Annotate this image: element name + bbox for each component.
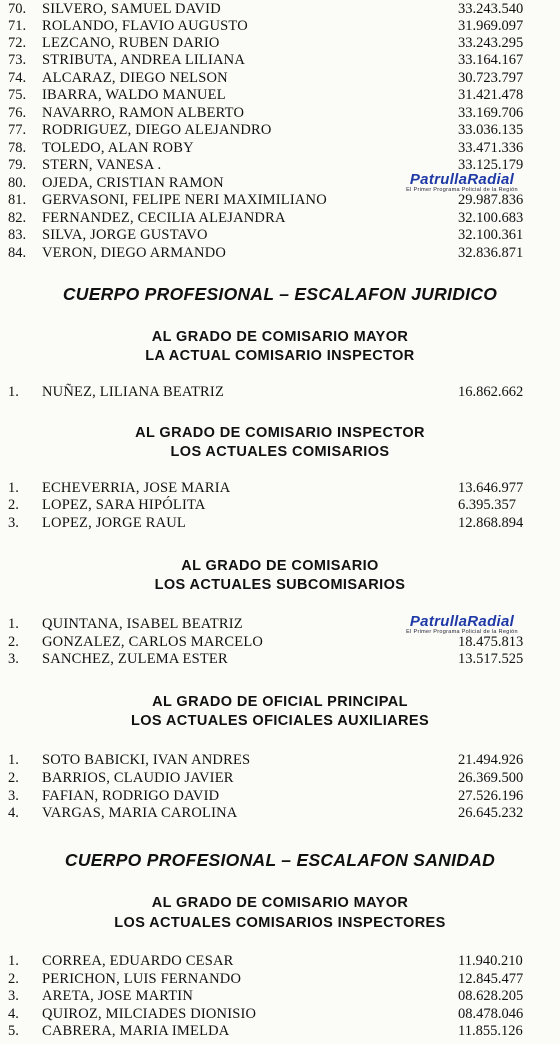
list-item: 3. SANCHEZ, ZULEMA ESTER 13.517.525: [8, 651, 524, 667]
list-item: 1. SOTO BABICKI, IVAN ANDRES 21.494.926: [8, 752, 524, 768]
list-item: 84. VERON, DIEGO ARMANDO 32.836.871: [8, 245, 524, 261]
list-item: 3. FAFIAN, RODRIGO DAVID 27.526.196: [8, 788, 524, 804]
list-item: 78. TOLEDO, ALAN ROBY 33.471.336: [8, 140, 524, 156]
list-item: 81. GERVASONI, FELIPE NERI MAXIMILIANO 29.987.836: [8, 192, 524, 208]
grade-subheading: LOS ACTUALES COMISARIOS: [170, 444, 390, 460]
list-item: 70. SILVERO, SAMUEL DAVID 33.243.540: [8, 1, 524, 17]
grade-subheading: LOS ACTUALES SUBCOMISARIOS: [154, 577, 406, 593]
list-item: 83. SILVA, JORGE GUSTAVO 32.100.361: [8, 227, 524, 243]
list-item: 73. STRIBUTA, ANDREA LILIANA 33.164.167: [8, 52, 524, 68]
list-item: 1. NUÑEZ, LILIANA BEATRIZ 16.862.662: [8, 384, 524, 400]
list-item: 4. VARGAS, MARIA CAROLINA 26.645.232: [8, 805, 524, 821]
list-item: 1. CORREA, EDUARDO CESAR 11.940.210: [8, 953, 523, 969]
list-item: 1. QUINTANA, ISABEL BEATRIZ: [8, 616, 243, 632]
list-item: 82. FERNANDEZ, CECILIA ALEJANDRA 32.100.683: [8, 210, 524, 226]
list-item: 2. BARRIOS, CLAUDIO JAVIER 26.369.500: [8, 770, 524, 786]
list-item: 74. ALCARAZ, DIEGO NELSON 30.723.797: [8, 70, 524, 86]
list-item: 3. LOPEZ, JORGE RAUL 12.868.894: [8, 515, 524, 531]
list-item: 2. LOPEZ, SARA HIPÓLITA 6.395.357: [8, 497, 516, 513]
list-item: 71. ROLANDO, FLAVIO AUGUSTO 31.969.097: [8, 18, 524, 34]
grade-heading: AL GRADO DE COMISARIO: [181, 558, 379, 574]
grade-heading: AL GRADO DE OFICIAL PRINCIPAL: [152, 694, 408, 710]
list-item: 3. ARETA, JOSE MARTIN 08.628.205: [8, 988, 524, 1004]
grade-heading: AL GRADO DE COMISARIO MAYOR: [151, 895, 409, 911]
list-item: 80. OJEDA, CRISTIAN RAMON: [8, 175, 224, 191]
list-item: 1. ECHEVERRIA, JOSE MARIA 13.646.977: [8, 480, 524, 496]
list-item: 77. RODRIGUEZ, DIEGO ALEJANDRO 33.036.135: [8, 122, 524, 138]
list-item: 75. IBARRA, WALDO MANUEL 31.421.478: [8, 87, 524, 103]
grade-heading: AL GRADO DE COMISARIO INSPECTOR: [135, 425, 425, 441]
list-item: 76. NAVARRO, RAMON ALBERTO 33.169.706: [8, 105, 524, 121]
patrulla-radial-logo: PatrullaRadial El Primer Programa Policial de la Región: [406, 613, 518, 635]
list-item: 79. STERN, VANESA . 33.125.179: [8, 157, 524, 173]
list-item: 72. LEZCANO, RUBEN DARIO 33.243.295: [8, 35, 524, 51]
patrulla-radial-logo: PatrullaRadial El Primer Programa Policial de la Región: [406, 171, 518, 193]
list-item: 4. QUIROZ, MILCIADES DIONISIO 08.478.046: [8, 1006, 524, 1022]
grade-subheading: LA ACTUAL COMISARIO INSPECTOR: [145, 348, 415, 364]
grade-subheading: LOS ACTUALES COMISARIOS INSPECTORES: [114, 915, 446, 931]
list-item: 5. CABRERA, MARIA IMELDA 11.855.126: [8, 1023, 523, 1039]
section-title-juridico: CUERPO PROFESIONAL – ESCALAFON JURIDICO: [62, 284, 498, 304]
grade-subheading: LOS ACTUALES OFICIALES AUXILIARES: [130, 713, 430, 729]
section-title-sanidad: CUERPO PROFESIONAL – ESCALAFON SANIDAD: [64, 850, 496, 870]
list-item: 2. GONZALEZ, CARLOS MARCELO 18.475.813: [8, 634, 524, 650]
grade-heading: AL GRADO DE COMISARIO MAYOR: [151, 329, 409, 345]
list-item: 2. PERICHON, LUIS FERNANDO 12.845.477: [8, 971, 524, 987]
